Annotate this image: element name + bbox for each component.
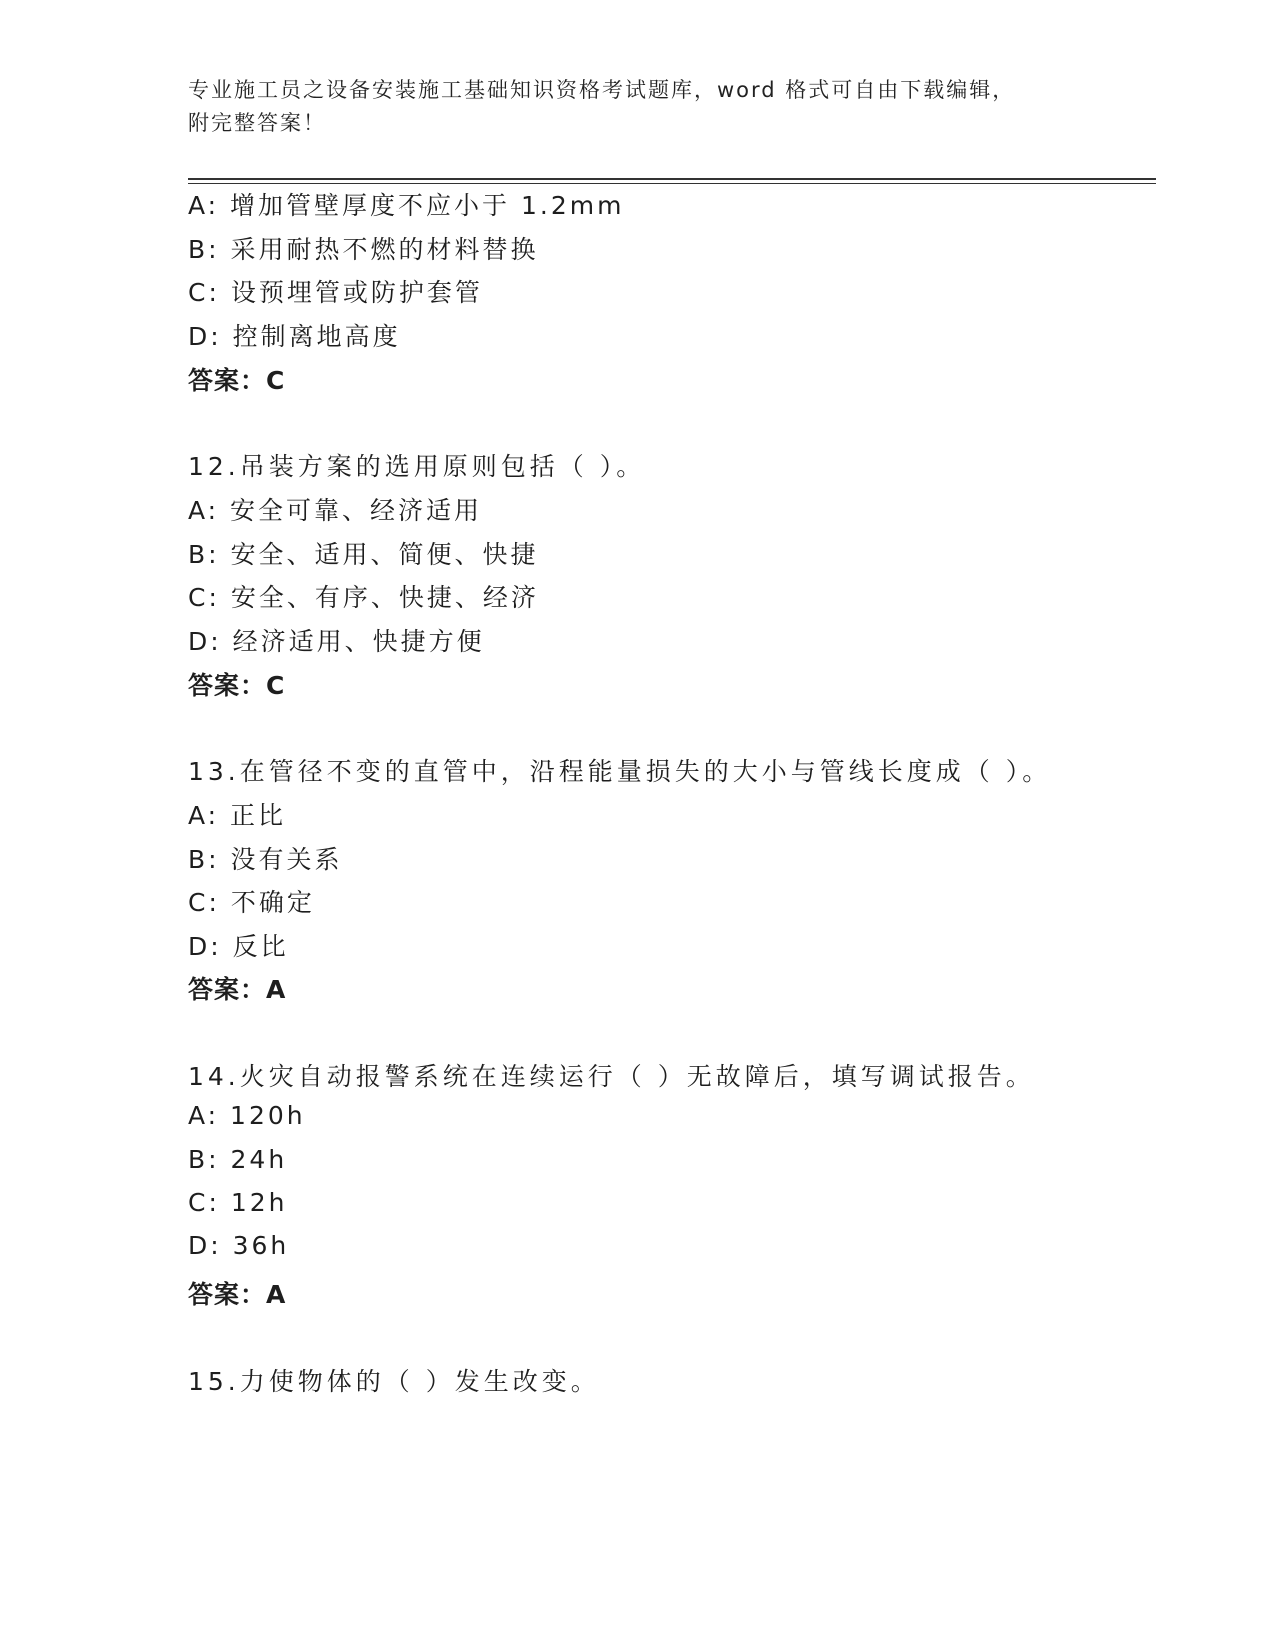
q12-option-b: B: 安全、适用、简便、快捷 bbox=[188, 540, 539, 569]
header-rule-thick bbox=[188, 178, 1156, 180]
q14-question: 14.火灾自动报警系统在连续运行（ ）无故障后，填写调试报告。 bbox=[188, 1062, 1035, 1091]
q11-option-a: A: 增加管壁厚度不应小于 1.2mm bbox=[188, 191, 625, 220]
q12-question: 12.吊装方案的选用原则包括（ ）。 bbox=[188, 452, 646, 481]
q13-option-c: C: 不确定 bbox=[188, 888, 315, 917]
q11-answer: 答案：C bbox=[188, 366, 286, 395]
q15-question: 15.力使物体的（ ）发生改变。 bbox=[188, 1367, 600, 1396]
header-rule-thin bbox=[188, 183, 1156, 184]
q14-answer: 答案：A bbox=[188, 1280, 287, 1309]
q13-answer: 答案：A bbox=[188, 975, 287, 1004]
q13-option-b: B: 没有关系 bbox=[188, 845, 343, 874]
q11-option-c: C: 设预埋管或防护套管 bbox=[188, 278, 483, 307]
q13-question: 13.在管径不变的直管中，沿程能量损失的大小与管线长度成（ ）。 bbox=[188, 757, 1052, 786]
q14-option-b: B: 24h bbox=[188, 1145, 288, 1174]
q11-option-b: B: 采用耐热不燃的材料替换 bbox=[188, 235, 539, 264]
q12-option-d: D: 经济适用、快捷方便 bbox=[188, 627, 485, 656]
q14-option-c: C: 12h bbox=[188, 1188, 288, 1217]
document-page bbox=[188, 0, 1168, 1650]
q14-option-d: D: 36h bbox=[188, 1231, 290, 1260]
header-line-2: 附完整答案！ bbox=[188, 111, 326, 135]
q12-answer: 答案：C bbox=[188, 671, 286, 700]
q14-option-a: A: 120h bbox=[188, 1101, 306, 1130]
q13-option-d: D: 反比 bbox=[188, 932, 289, 961]
document-header bbox=[188, 74, 1068, 140]
q11-option-d: D: 控制离地高度 bbox=[188, 322, 401, 351]
header-line-1: 专业施工员之设备安装施工基础知识资格考试题库，word 格式可自由下载编辑， bbox=[188, 78, 1016, 102]
q12-option-c: C: 安全、有序、快捷、经济 bbox=[188, 583, 539, 612]
q12-option-a: A: 安全可靠、经济适用 bbox=[188, 496, 483, 525]
q13-option-a: A: 正比 bbox=[188, 801, 287, 830]
